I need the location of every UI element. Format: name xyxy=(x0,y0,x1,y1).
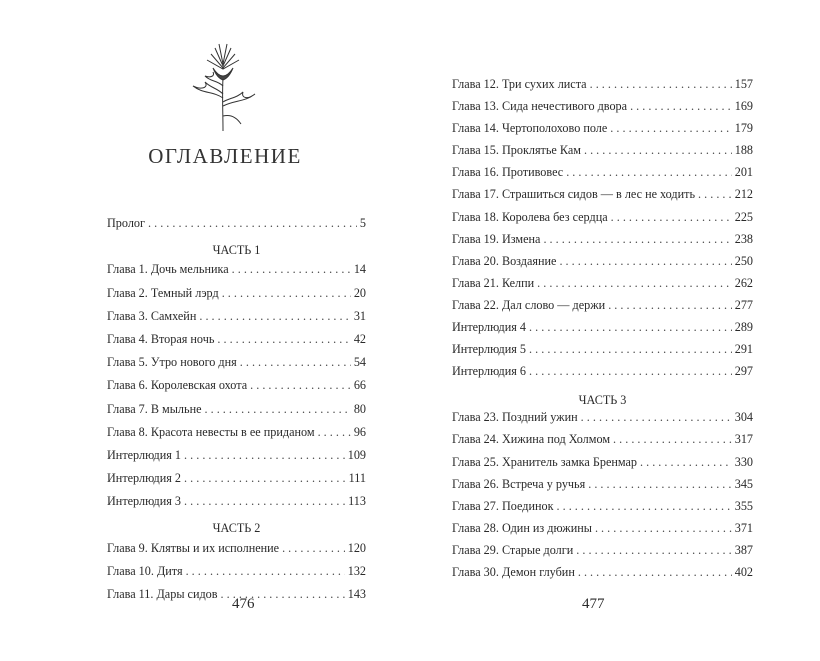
entry-page: 42 xyxy=(353,331,366,346)
dot-leader xyxy=(595,521,732,536)
entry-page: 20 xyxy=(353,285,366,300)
dot-leader xyxy=(205,402,351,417)
entry-title: Глава 28. Один из дюжины xyxy=(452,520,592,535)
entry-title: Глава 1. Дочь мельника xyxy=(107,262,229,277)
toc-entry xyxy=(452,276,753,298)
entry-title: Глава 2. Темный лэрд xyxy=(107,285,219,300)
dot-leader xyxy=(148,216,357,231)
entry-title: Глава 26. Встреча у ручья xyxy=(452,476,586,491)
dot-leader xyxy=(537,276,732,291)
entry-title: Глава 9. Клятвы и их исполнение xyxy=(107,540,280,555)
toc-entry xyxy=(107,216,366,239)
toc-entry xyxy=(452,254,753,276)
entry-title: Глава 10. Дитя xyxy=(107,563,183,578)
dot-leader xyxy=(584,143,732,158)
entry-title: Глава 3. Самхейн xyxy=(107,308,197,323)
entry-page: 371 xyxy=(734,520,753,535)
entry-page: 277 xyxy=(734,297,753,312)
dot-leader xyxy=(240,355,351,370)
toc-entry xyxy=(452,320,753,342)
dot-leader xyxy=(318,425,351,440)
entry-page: 291 xyxy=(734,342,753,357)
toc-entry xyxy=(452,455,753,477)
toc-entry xyxy=(452,143,753,165)
entry-title: Глава 21. Келпи xyxy=(452,275,535,290)
toc-entry xyxy=(452,432,753,454)
entry-title: Глава 5. Утро нового дня xyxy=(107,355,237,370)
toc-entry xyxy=(107,332,366,355)
entry-page: 169 xyxy=(734,99,753,114)
toc-entry xyxy=(452,342,753,364)
toc-entry xyxy=(107,425,366,448)
right-page xyxy=(410,0,820,661)
entry-page: 355 xyxy=(734,498,753,513)
toc-entry xyxy=(107,448,366,471)
entry-page: 238 xyxy=(734,231,753,246)
toc-entry xyxy=(452,521,753,543)
toc-entry xyxy=(452,543,753,565)
entry-title: Глава 27. Поединок xyxy=(452,498,554,513)
dot-leader xyxy=(529,342,732,357)
entry-page: 5 xyxy=(359,216,366,230)
entry-page: 345 xyxy=(734,476,753,491)
toc-entry xyxy=(452,477,753,499)
entry-page: 113 xyxy=(348,494,366,509)
toc-entry xyxy=(452,410,753,432)
toc-entry xyxy=(107,402,366,425)
entry-title: Глава 17. Страшиться сидов — в лес не ходить xyxy=(452,187,696,202)
entry-title: Глава 13. Сида нечестивого двора xyxy=(452,99,628,114)
entry-page: 212 xyxy=(734,187,753,202)
dot-leader xyxy=(543,232,731,247)
entry-page: 304 xyxy=(734,410,753,425)
entry-title: Глава 20. Воздаяние xyxy=(452,253,557,268)
entry-title: Глава 7. В мыльне xyxy=(107,401,202,416)
entry-page: 132 xyxy=(347,563,366,578)
entry-title: Глава 19. Измена xyxy=(452,231,541,246)
entry-title: Глава 15. Проклятье Кам xyxy=(452,143,581,158)
toc-entry xyxy=(452,187,753,209)
dot-leader xyxy=(611,210,732,225)
toc-entry xyxy=(107,309,366,332)
entry-title: Интерлюдия 2 xyxy=(107,471,182,486)
part-heading: ЧАСТЬ 3 xyxy=(578,393,627,408)
dot-leader xyxy=(640,455,732,470)
entry-page: 179 xyxy=(734,121,753,136)
dot-leader xyxy=(698,187,732,202)
entry-title: Интерлюдия 3 xyxy=(107,494,182,509)
entry-page: 225 xyxy=(734,209,753,224)
toc-entry xyxy=(107,286,366,309)
entry-title: Глава 23. Поздний ужин xyxy=(452,410,578,425)
entry-title: Интерлюдия 4 xyxy=(452,320,527,335)
table-of-contents xyxy=(452,77,753,587)
entry-title: Глава 8. Красота невесты в ее приданом xyxy=(107,424,315,439)
entry-page: 66 xyxy=(353,378,366,393)
dot-leader xyxy=(590,77,732,92)
dot-leader xyxy=(581,410,732,425)
toc-entry xyxy=(107,262,366,285)
toc-entry xyxy=(452,232,753,254)
toc-entry xyxy=(107,471,366,494)
dot-leader xyxy=(630,99,732,114)
dot-leader xyxy=(232,262,351,277)
entry-page: 317 xyxy=(734,432,753,447)
dot-leader xyxy=(576,543,731,558)
entry-title: Глава 16. Противовес xyxy=(452,165,564,180)
toc-entry xyxy=(452,565,753,587)
toc-entry xyxy=(107,355,366,378)
entry-title: Глава 24. Хижина под Холмом xyxy=(452,432,611,447)
dot-leader xyxy=(566,165,732,180)
entry-page: 31 xyxy=(353,308,366,323)
dot-leader xyxy=(184,448,345,463)
entry-page: 14 xyxy=(353,262,366,277)
dot-leader xyxy=(184,471,346,486)
entry-title: Глава 29. Старые долги xyxy=(452,542,574,557)
table-of-contents xyxy=(107,216,366,610)
entry-page: 297 xyxy=(734,364,753,379)
entry-page: 250 xyxy=(734,253,753,268)
entry-page: 262 xyxy=(734,275,753,290)
entry-page: 143 xyxy=(347,587,366,601)
entry-title: Глава 12. Три сухих листа xyxy=(452,77,587,91)
entry-title: Глава 4. Вторая ночь xyxy=(107,331,215,346)
entry-page: 402 xyxy=(734,564,753,579)
entry-page: 157 xyxy=(734,77,753,91)
entry-title: Интерлюдия 6 xyxy=(452,364,527,379)
part-heading: ЧАСТЬ 2 xyxy=(212,521,261,536)
entry-page: 387 xyxy=(734,542,753,557)
dot-leader xyxy=(217,332,350,347)
dot-leader xyxy=(184,494,345,509)
entry-title: Глава 6. Королевская охота xyxy=(107,378,248,393)
entry-page: 111 xyxy=(348,471,366,486)
entry-page: 120 xyxy=(347,540,366,555)
thistle-illustration-icon xyxy=(183,36,263,131)
entry-page: 54 xyxy=(353,355,366,370)
dot-leader xyxy=(610,121,731,136)
dot-leader xyxy=(608,298,732,313)
toc-entry xyxy=(107,494,366,517)
toc-entry xyxy=(107,378,366,401)
entry-page: 289 xyxy=(734,320,753,335)
toc-entry xyxy=(452,77,753,99)
entry-page: 96 xyxy=(353,424,366,439)
entry-title: Интерлюдия 1 xyxy=(107,447,182,462)
dot-leader xyxy=(186,564,345,579)
toc-entry xyxy=(452,99,753,121)
entry-title: Глава 11. Дары сидов xyxy=(107,587,218,601)
dot-leader xyxy=(199,309,350,324)
dot-leader xyxy=(613,432,732,447)
entry-page: 80 xyxy=(353,401,366,416)
dot-leader xyxy=(250,378,351,393)
toc-entry xyxy=(452,165,753,187)
page-title: ОГЛАВЛЕНИЕ xyxy=(148,144,302,168)
toc-entry xyxy=(452,210,753,232)
dot-leader xyxy=(588,477,732,492)
entry-page: 109 xyxy=(347,447,366,462)
entry-title: Глава 14. Чертополохово поле xyxy=(452,121,608,136)
entry-title: Глава 18. Королева без сердца xyxy=(452,209,608,224)
entry-title: Глава 25. Хранитель замка Бренмар xyxy=(452,454,638,469)
dot-leader xyxy=(578,565,732,580)
part-heading: ЧАСТЬ 1 xyxy=(212,243,261,258)
toc-entry xyxy=(452,364,753,386)
dot-leader xyxy=(529,364,732,379)
toc-entry xyxy=(452,121,753,143)
entry-title: Глава 22. Дал слово — держи xyxy=(452,297,606,312)
toc-entry xyxy=(452,298,753,320)
page-number: 476 xyxy=(232,596,255,612)
page-number: 477 xyxy=(582,596,605,612)
dot-leader xyxy=(557,499,732,514)
dot-leader xyxy=(529,320,732,335)
entry-page: 201 xyxy=(734,165,753,180)
dot-leader xyxy=(559,254,731,269)
dot-leader xyxy=(282,541,345,556)
entry-title: Глава 30. Демон глубин xyxy=(452,564,575,579)
dot-leader xyxy=(222,286,351,301)
toc-entry xyxy=(107,541,366,564)
entry-title: Интерлюдия 5 xyxy=(452,342,527,357)
toc-entry xyxy=(107,564,366,587)
entry-page: 330 xyxy=(734,454,753,469)
entry-page: 188 xyxy=(734,143,753,158)
entry-title: Пролог xyxy=(107,216,146,230)
toc-entry xyxy=(452,499,753,521)
